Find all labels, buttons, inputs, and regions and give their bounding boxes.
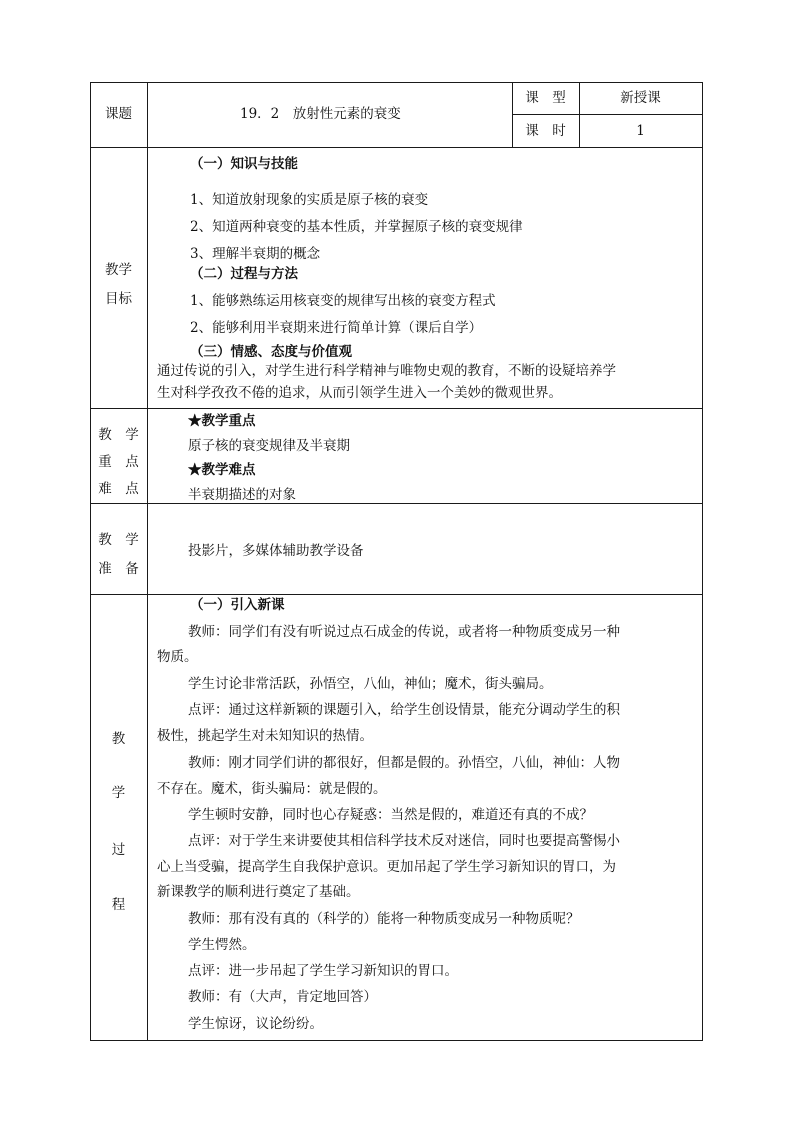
process-label-4: 程 bbox=[111, 897, 126, 913]
table-border-bottom bbox=[90, 1040, 703, 1041]
key-heading-focus: ★教学重点 bbox=[188, 413, 256, 429]
goals-process-1: 1、能够熟练运用核衰变的规律写出核的衰变方程式 bbox=[190, 293, 496, 309]
goals-label-2: 目标 bbox=[105, 291, 132, 307]
key-label-1: 教 学 bbox=[98, 427, 139, 443]
prep-label-1: 教 学 bbox=[98, 532, 139, 548]
table-border-right bbox=[702, 82, 703, 1041]
process-line: 心上当受骗，提高学生自我保护意识。更加吊起了学生学习新知识的胃口，为 bbox=[157, 859, 616, 875]
kexing-label: 课 型 bbox=[525, 90, 566, 106]
goals-knowledge-2: 2、知道两种衰变的基本性质，并掌握原子核的衰变规律 bbox=[190, 219, 523, 235]
process-line: 学生顿时安静，同时也心存疑惑：当然是假的，难道还有真的不成？ bbox=[188, 807, 593, 823]
prep-label-2: 准 备 bbox=[98, 561, 139, 577]
process-line: 不存在。魔术，街头骗局：就是假的。 bbox=[157, 781, 387, 797]
col-divider-label bbox=[147, 82, 148, 1041]
process-line: 教师：同学们有没有听说过点石成金的传说，或者将一种物质变成另一种 bbox=[188, 624, 620, 640]
goals-emotion-line-2: 生对科学孜孜不倦的追求，从而引领学生进入一个美妙的微观世界。 bbox=[157, 385, 562, 401]
goals-heading-emotion: （三）情感、态度与价值观 bbox=[190, 344, 352, 360]
process-line: 教师：有（大声，肯定地回答） bbox=[188, 989, 377, 1005]
key-difficulty-text: 半衰期描述的对象 bbox=[188, 487, 296, 503]
process-line: 教师：那有没有真的（科学的）能将一种物质变成另一种物质呢？ bbox=[188, 911, 580, 927]
process-line: 极性，挑起学生对未知知识的热情。 bbox=[157, 728, 373, 744]
process-line: 物质。 bbox=[157, 649, 198, 665]
process-line: 教师：刚才同学们讲的都很好，但都是假的。孙悟空，八仙，神仙：人物 bbox=[188, 755, 620, 771]
kexing-value: 新授课 bbox=[620, 90, 661, 106]
process-label-1: 教 bbox=[111, 731, 126, 747]
lesson-title: 19．2 放射性元素的衰变 bbox=[240, 106, 401, 122]
process-line: 新课教学的顺利进行奠定了基础。 bbox=[157, 884, 360, 900]
process-line: 学生愕然。 bbox=[188, 937, 256, 953]
process-line: 点评：通过这样新颖的课题引入，给学生创设情景，能充分调动学生的积 bbox=[188, 702, 620, 718]
process-line: 点评：进一步吊起了学生学习新知识的胃口。 bbox=[188, 963, 458, 979]
process-line: 学生讨论非常活跃，孙悟空，八仙，神仙；魔术，街头骗局。 bbox=[188, 676, 553, 692]
table-border-top bbox=[90, 82, 703, 83]
key-focus-text: 原子核的衰变规律及半衰期 bbox=[188, 438, 350, 454]
process-line: 点评：对于学生来讲要使其相信科学技术反对迷信，同时也要提高警惕小 bbox=[188, 833, 620, 849]
goals-emotion-line-1: 通过传说的引入，对学生进行科学精神与唯物史观的教育，不断的设疑培养学 bbox=[157, 363, 616, 379]
row-divider-header bbox=[90, 147, 703, 148]
key-label-2: 重 点 bbox=[98, 454, 139, 470]
keshi-value: 1 bbox=[636, 123, 645, 139]
goals-heading-process: （二）过程与方法 bbox=[190, 266, 298, 282]
goals-heading-knowledge: （一）知识与技能 bbox=[190, 156, 298, 172]
goals-knowledge-1: 1、知道放射现象的实质是原子核的衰变 bbox=[190, 192, 429, 208]
keshi-label: 课 时 bbox=[525, 123, 566, 139]
key-label-3: 难 点 bbox=[98, 481, 139, 497]
row-divider-prep bbox=[90, 594, 703, 595]
lesson-plan-table bbox=[90, 82, 703, 1041]
row-divider-type-hours bbox=[512, 114, 703, 115]
goals-process-2: 2、能够利用半衰期来进行简单计算（课后自学） bbox=[190, 320, 483, 336]
process-heading-intro: （一）引入新课 bbox=[190, 597, 285, 613]
goals-label-1: 教学 bbox=[105, 262, 132, 278]
goals-knowledge-3: 3、理解半衰期的概念 bbox=[190, 246, 321, 262]
process-line: 学生惊讶，议论纷纷。 bbox=[188, 1016, 323, 1032]
row-divider-goals bbox=[90, 408, 703, 409]
row-divider-key bbox=[90, 503, 703, 504]
process-label-2: 学 bbox=[111, 785, 126, 801]
key-heading-difficulty: ★教学难点 bbox=[188, 462, 256, 478]
process-label-3: 过 bbox=[111, 842, 126, 858]
prep-text: 投影片，多媒体辅助教学设备 bbox=[188, 543, 364, 559]
keti-label: 课题 bbox=[105, 106, 132, 122]
